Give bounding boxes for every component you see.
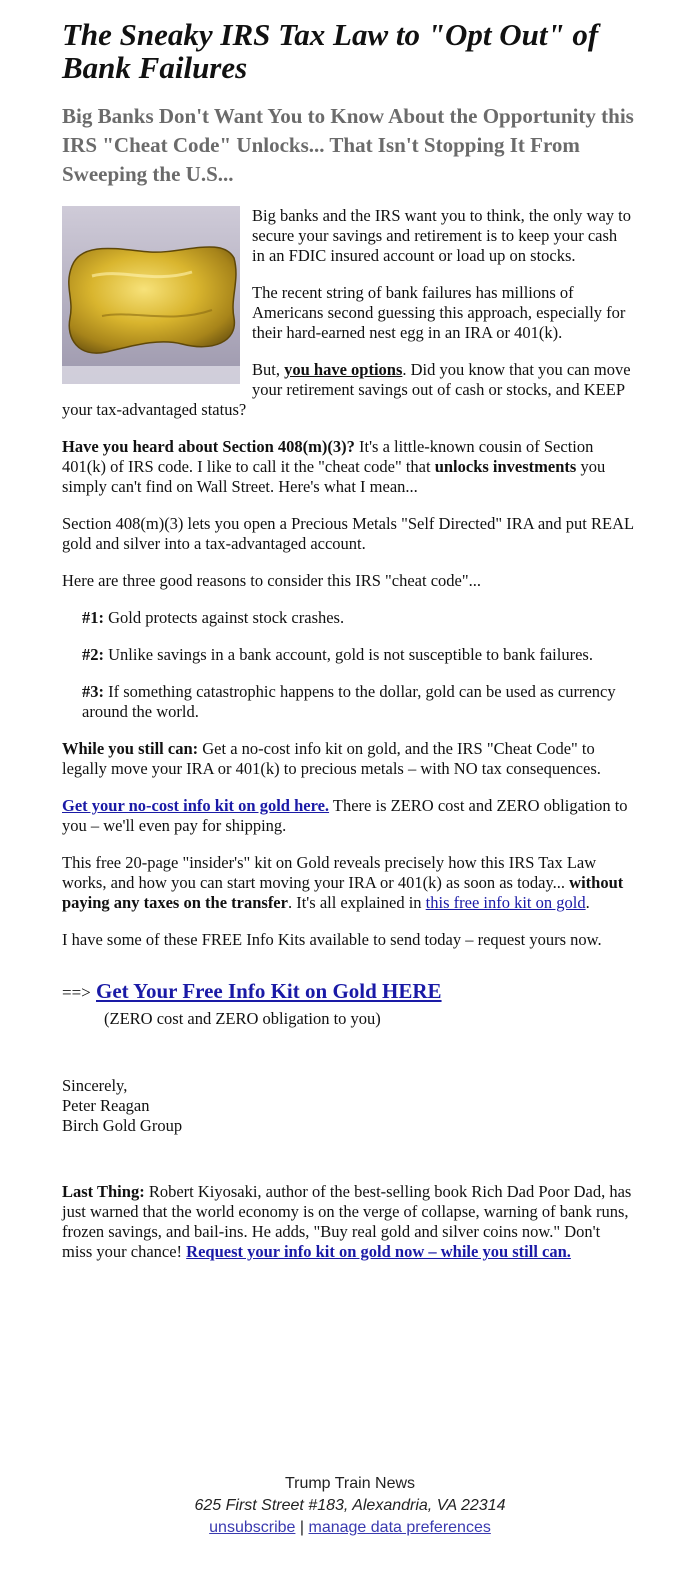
reason-2: #2: Unlike savings in a bank account, gold is not susceptible to bank failures. [82, 645, 593, 664]
free-info-kit-link[interactable]: this free info kit on gold [425, 893, 586, 912]
manage-preferences-link[interactable]: manage data preferences [308, 1519, 491, 1536]
signer-name: Peter Reagan [62, 1096, 150, 1115]
paragraph-5: Section 408(m)(3) lets you open a Precious Metals "Self Directed" IRA and put REAL gold and silver into a tax-advantaged account. [62, 514, 634, 553]
paragraph-7: While you still can: Get a no-cost info kit on gold, and the IRS "Cheat Code" to legally move your IRA or 401(k) to precious metals – with NO tax consequences. [62, 739, 601, 778]
footer-address: 625 First Street #183, Alexandria, VA 22314 [194, 1497, 506, 1514]
last-thing-paragraph: Last Thing: Robert Kiyosaki, author of the best-selling book Rich Dad Poor Dad, has just warned that the world economy is on the verge of collapse, warning of bank runs, frozen savings, and bail-ins. He adds, "Buy real gold and silver coins now." Don't miss your chance! Request your info kit on gold now – while you still can. [62, 1182, 632, 1261]
signer-company: Birch Gold Group [62, 1116, 183, 1135]
info-kit-link[interactable]: Get your no-cost info kit on gold here. [62, 796, 330, 815]
paragraph-3: But, you have options. Did you know that you can move your retirement savings out of cash or stocks, and KEEP your tax-advantaged status? [62, 360, 631, 419]
subheadline: Big Banks Don't Want You to Know About the Opportunity this IRS "Cheat Code" Unlocks... That Isn't Stopping It From Sweeping the U.S... [62, 104, 634, 186]
cta-subtext: (ZERO cost and ZERO obligation to you) [104, 1009, 381, 1028]
paragraph-2: The recent string of bank failures has millions of Americans second guessing this approach, especially for their hard-earned nest egg in an IRA or 401(k). [252, 283, 626, 342]
signature [62, 1076, 634, 1136]
gold-bar-photo [62, 206, 240, 384]
unsubscribe-link[interactable]: unsubscribe [209, 1519, 296, 1536]
footer-org: Trump Train News [284, 1475, 416, 1492]
footer-links [0, 1517, 700, 1539]
email-body [62, 18, 634, 1279]
paragraph-6: Here are three good reasons to consider this IRS "cheat code"... [62, 571, 481, 590]
emphasis-options: you have options [284, 360, 403, 379]
paragraph-4: Have you heard about Section 408(m)(3)? It's a little-known cousin of Section 401(k) of IRS code. I like to call it the "cheat code" that unlocks investments you simply can't find on Wall Street. Here's what I mean... [62, 437, 606, 496]
intro-section [62, 206, 634, 420]
paragraph-10: I have some of these FREE Info Kits available to send today – request yours now. [62, 930, 602, 949]
paragraph-9: This free 20-page "insider's" kit on Gold reveals precisely how this IRS Tax Law works, and how you can start moving your IRA or 401(k) as soon as today... without paying any taxes on the transfer. It's all explained in this free info kit on gold. [62, 853, 624, 912]
reason-3: #3: If something catastrophic happens to the dollar, gold can be used as currency around the world. [82, 682, 616, 721]
cta-block [62, 979, 634, 1005]
reasons-list [62, 608, 634, 722]
footer [0, 1473, 700, 1539]
paragraph-1: Big banks and the IRS want you to think, the only way to secure your savings and retirement is to keep your cash in an FDIC insured account or load up on stocks. [252, 206, 632, 265]
cta-link[interactable]: Get Your Free Info Kit on Gold HERE [96, 979, 442, 1003]
paragraph-8: Get your no-cost info kit on gold here. There is ZERO cost and ZERO obligation to you – we'll even pay for shipping. [62, 796, 628, 835]
arrow-text: ==> [62, 983, 91, 1002]
request-kit-link[interactable]: Request your info kit on gold now – while you still can. [186, 1242, 571, 1261]
reason-1: #1: Gold protects against stock crashes. [82, 608, 345, 627]
footer-separator: | [299, 1519, 305, 1536]
headline: The Sneaky IRS Tax Law to "Opt Out" of Bank Failures [62, 17, 599, 85]
closing: Sincerely, [62, 1076, 128, 1095]
